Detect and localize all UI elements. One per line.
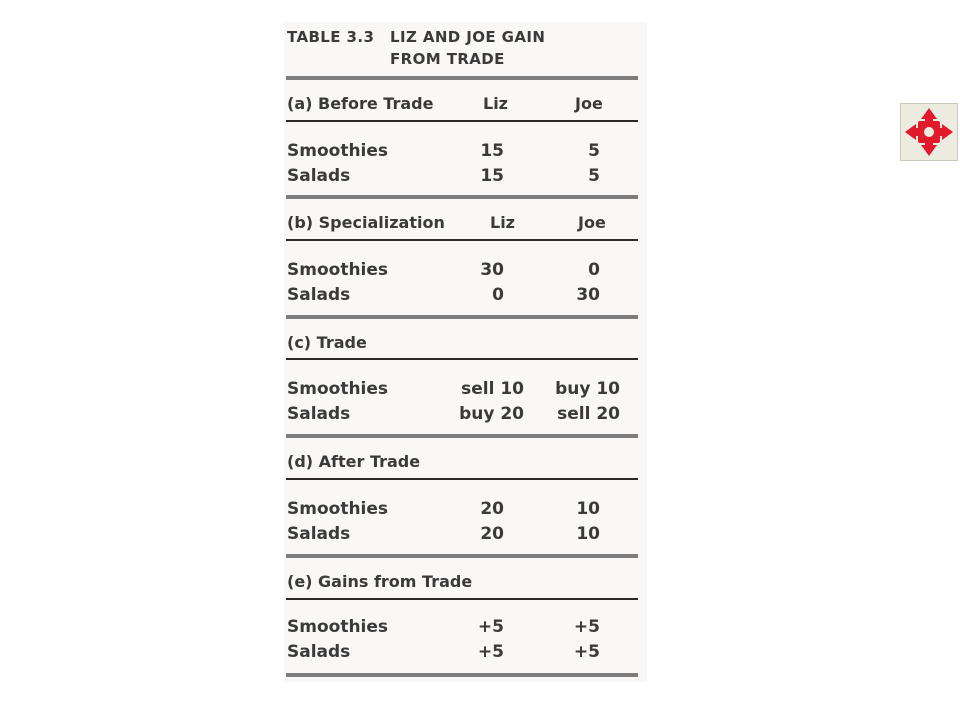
- move-arrows-icon-glyph: [901, 104, 957, 160]
- liz-value: 30: [480, 260, 504, 280]
- joe-value: 5: [588, 166, 600, 186]
- joe-value: 30: [576, 285, 600, 305]
- move-arrows-icon[interactable]: [900, 103, 958, 161]
- table-3-3: [284, 22, 647, 682]
- section-header-before-trade: (a) Before Trade: [287, 94, 434, 113]
- liz-value: 15: [480, 166, 504, 186]
- section-header-gains-from-trade: (e) Gains from Trade: [287, 572, 473, 591]
- joe-value: +5: [573, 642, 600, 662]
- table-bottom-rule: [286, 673, 638, 677]
- liz-value: 20: [480, 524, 504, 544]
- section-header-specialization: (b) Specialization: [287, 213, 445, 232]
- row-label: Smoothies: [287, 141, 389, 161]
- table-title-line-2: FROM TRADE: [390, 50, 505, 68]
- section-rule: [286, 315, 638, 319]
- row-label: Salads: [287, 404, 351, 424]
- column-header-liz: Liz: [483, 94, 508, 113]
- column-header-joe: Joe: [578, 213, 606, 232]
- section-rule: [286, 195, 638, 199]
- section-rule: [286, 120, 638, 122]
- liz-value: 0: [492, 285, 504, 305]
- row-label: Salads: [287, 642, 351, 662]
- joe-value: 5: [588, 141, 600, 161]
- liz-value: +5: [477, 642, 504, 662]
- table-number: TABLE 3.3: [287, 28, 375, 46]
- row-label: Smoothies: [287, 260, 389, 280]
- column-header-joe: Joe: [575, 94, 603, 113]
- section-header-after-trade: (d) After Trade: [287, 452, 421, 471]
- row-label: Salads: [287, 524, 351, 544]
- section-rule: [286, 239, 638, 241]
- joe-value: 10: [576, 524, 600, 544]
- section-rule: [286, 598, 638, 600]
- column-header-liz: Liz: [490, 213, 515, 232]
- section-rule: [286, 434, 638, 438]
- row-label: Smoothies: [287, 499, 389, 519]
- section-rule: [286, 358, 638, 360]
- liz-value: 15: [480, 141, 504, 161]
- section-rule: [286, 554, 638, 558]
- liz-value: 20: [480, 499, 504, 519]
- row-label: Smoothies: [287, 617, 389, 637]
- joe-value: 10: [576, 499, 600, 519]
- table-top-rule: [286, 76, 638, 80]
- table-title-line-1: LIZ AND JOE GAIN: [390, 28, 546, 46]
- joe-value: +5: [573, 617, 600, 637]
- liz-value: buy 20: [459, 404, 524, 424]
- liz-value: +5: [477, 617, 504, 637]
- section-header-trade: (c) Trade: [287, 333, 367, 352]
- row-label: Salads: [287, 285, 351, 305]
- row-label: Smoothies: [287, 379, 389, 399]
- joe-value: buy 10: [555, 379, 620, 399]
- row-label: Salads: [287, 166, 351, 186]
- liz-value: sell 10: [461, 379, 524, 399]
- joe-value: 0: [588, 260, 600, 280]
- section-rule: [286, 478, 638, 480]
- joe-value: sell 20: [557, 404, 620, 424]
